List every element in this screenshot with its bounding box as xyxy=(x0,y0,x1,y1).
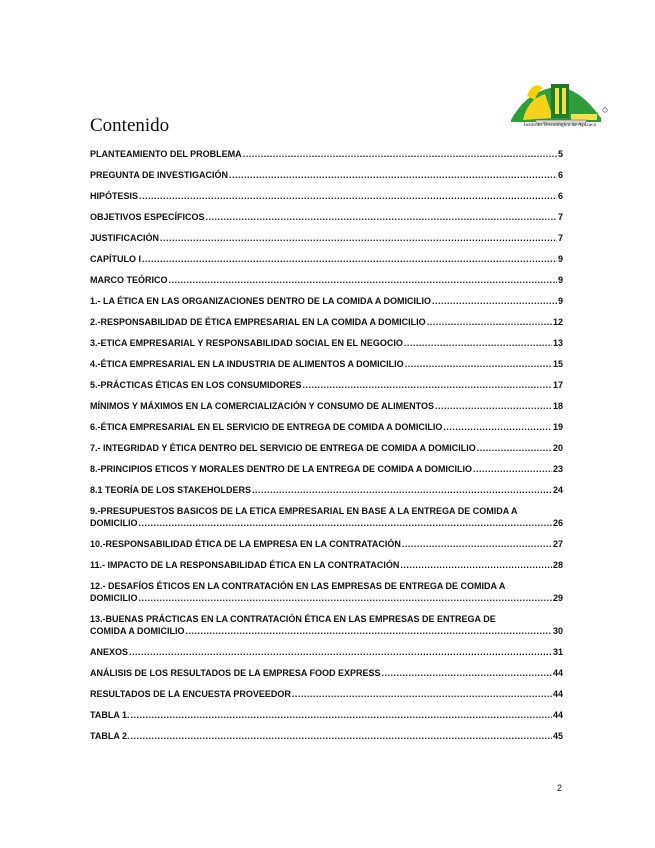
toc-entry-text-cont: COMIDA A DOMICILIO xyxy=(90,626,185,636)
toc-entry-text-cont: DOMICILIO xyxy=(90,518,138,528)
toc-entry-page: 19 xyxy=(552,422,563,432)
toc-entry[interactable] xyxy=(90,421,563,433)
toc-entry[interactable] xyxy=(90,667,563,679)
toc-entry-text: 2.-RESPONSABILIDAD DE ÉTICA EMPRESARIAL EN LA COMIDA A DOMICILIO xyxy=(90,317,426,327)
toc-entry-text: 13.-BUENAS PRÁCTICAS EN LA CONTRATACIÓN ÉTICA EN LAS EMPRESAS DE ENTREGA DE xyxy=(90,614,496,624)
toc-entry-page: 44 xyxy=(552,710,563,720)
toc-entry-page: 44 xyxy=(552,689,563,699)
toc-entry-text: TABLA 2. xyxy=(90,731,130,741)
toc-entry-text: RESULTADOS DE LA ENCUESTA PROVEEDOR xyxy=(90,689,291,699)
toc-entry[interactable] xyxy=(90,253,563,265)
toc-entry-text: MÍNIMOS Y MÁXIMOS EN LA COMERCIALIZACIÓN Y CONSUMO DE ALIMENTOS xyxy=(90,401,435,411)
toc-entry-text: ANÁLISIS DE LOS RESULTADOS DE LA EMPRESA FOOD EXPRESS xyxy=(90,668,381,678)
toc-entry-page: 24 xyxy=(552,485,563,495)
toc-entry-text: 9.-PRESUPUESTOS BASICOS DE LA ETICA EMPRESARIAL EN BASE A LA ENTREGA DE COMIDA A xyxy=(90,506,518,516)
toc-entry-text: CAPÍTULO I xyxy=(90,254,141,264)
toc-entry-text: 8.-PRINCIPIOS ETICOS Y MORALES DENTRO DE LA ENTREGA DE COMIDA A DOMICILIO xyxy=(90,464,473,474)
toc-entry[interactable] xyxy=(90,274,563,286)
toc-entry[interactable] xyxy=(90,379,563,391)
page-number: 2 xyxy=(557,783,563,793)
toc-entry[interactable] xyxy=(90,580,563,604)
logo-tower xyxy=(551,84,569,118)
toc-entry-page: 31 xyxy=(552,647,563,657)
toc-entry-page: 27 xyxy=(552,539,563,549)
toc-entry-text: 6.-ÉTICA EMPRESARIAL EN EL SERVICIO DE ENTREGA DE COMIDA A DOMICILIO xyxy=(90,422,443,432)
toc-entry-text: 4.-ÉTICA EMPRESARIAL EN LA INDUSTRIA DE ALIMENTOS A DOMICILIO xyxy=(90,359,404,369)
toc-entry-page: 5 xyxy=(557,149,563,159)
toc-entry-page: 13 xyxy=(552,338,563,348)
toc-entry[interactable] xyxy=(90,442,563,454)
toc-entry-page: 18 xyxy=(552,401,563,411)
toc-entry-page: 26 xyxy=(552,518,563,528)
toc-entry[interactable] xyxy=(90,316,563,328)
toc-entry-page: 9 xyxy=(557,275,563,285)
toc-entry-page: 30 xyxy=(552,626,563,636)
toc-entry[interactable] xyxy=(90,505,563,529)
toc-entry-text: 12.- DESAFÍOS ÉTICOS EN LA CONTRATACIÓN EN LAS EMPRESAS DE ENTREGA DE COMIDA A xyxy=(90,581,506,591)
toc-entry-page: 9 xyxy=(557,296,563,306)
toc-entry-page: 44 xyxy=(552,668,563,678)
toc-entry-text: TABLA 1. xyxy=(90,710,130,720)
toc-entry-page: 15 xyxy=(552,359,563,369)
toc-entry[interactable] xyxy=(90,709,563,721)
toc-entry-page: 17 xyxy=(552,380,563,390)
toc-entry-text: 1.- LA ÉTICA EN LAS ORGANIZACIONES DENTRO DE LA COMIDA A DOMICILIO xyxy=(90,296,431,306)
toc-entry[interactable] xyxy=(90,295,563,307)
toc-entry[interactable] xyxy=(90,463,563,475)
toc-entry[interactable] xyxy=(90,400,563,412)
toc-entry-text: 7.- INTEGRIDAD Y ÉTICA DENTRO DEL SERVICIO DE ENTREGA DE COMIDA A DOMICILIO xyxy=(90,443,476,453)
toc-entry-page: 12 xyxy=(552,317,563,327)
toc-entry-text: 8.1 TEORÍA DE LOS STAKEHOLDERS xyxy=(90,485,252,495)
page-title: Contenido xyxy=(90,115,170,136)
toc-entry[interactable] xyxy=(90,538,563,550)
toc-entry-text-cont: DOMICILIO xyxy=(90,593,138,603)
toc-entry-page: 7 xyxy=(557,212,563,222)
toc-entry-page: 6 xyxy=(557,170,563,180)
toc-entry-page: 20 xyxy=(552,443,563,453)
toc-entry[interactable] xyxy=(90,730,563,742)
toc-entry[interactable] xyxy=(90,358,563,370)
toc-entry[interactable] xyxy=(90,484,563,496)
table-of-contents xyxy=(90,148,563,742)
toc-entry-page: 7 xyxy=(557,233,563,243)
logo-caption: Instituto Tecnológico de Apizaco xyxy=(523,122,597,128)
toc-entry-text: 11.- IMPACTO DE LA RESPONSABILIDAD ÉTICA EN LA CONTRATACIÓN xyxy=(90,560,400,570)
toc-entry[interactable] xyxy=(90,190,563,202)
toc-entry-text: OBJETIVOS ESPECÍFICOS xyxy=(90,212,205,222)
toc-entry-text: PREGUNTA DE INVESTIGACIÓN xyxy=(90,170,229,180)
toc-entry-text: 3.-ETICA EMPRESARIAL Y RESPONSABILIDAD SOCIAL EN EL NEGOCIO xyxy=(90,338,403,348)
toc-entry[interactable] xyxy=(90,169,563,181)
toc-entry[interactable] xyxy=(90,559,563,571)
toc-entry-page: 28 xyxy=(552,560,563,570)
toc-entry-page: 45 xyxy=(552,731,563,741)
toc-entry-text: MARCO TEÓRICO xyxy=(90,275,168,285)
toc-entry-page: 29 xyxy=(552,593,563,603)
toc-entry[interactable] xyxy=(90,232,563,244)
toc-entry[interactable] xyxy=(90,211,563,223)
toc-entry-text: 5.-PRÁCTICAS ÉTICAS EN LOS CONSUMIDORES xyxy=(90,380,302,390)
toc-entry[interactable] xyxy=(90,337,563,349)
toc-entry[interactable] xyxy=(90,148,563,160)
toc-entry-page: 6 xyxy=(557,191,563,201)
toc-entry[interactable] xyxy=(90,646,563,658)
toc-entry-text: 10.-RESPONSABILIDAD ÉTICA DE LA EMPRESA EN LA CONTRATACIÓN xyxy=(90,539,401,549)
toc-entry-text: JUSTIFICACIÓN xyxy=(90,233,160,243)
toc-entry-text: PLANTEAMIENTO DEL PROBLEMA xyxy=(90,149,242,159)
toc-entry-text: ANEXOS xyxy=(90,647,129,657)
toc-entry-page: 23 xyxy=(552,464,563,474)
toc-entry-page: 9 xyxy=(557,254,563,264)
toc-entry-text: HIPÓTESIS xyxy=(90,191,139,201)
toc-entry[interactable] xyxy=(90,613,563,637)
toc-entry[interactable] xyxy=(90,688,563,700)
